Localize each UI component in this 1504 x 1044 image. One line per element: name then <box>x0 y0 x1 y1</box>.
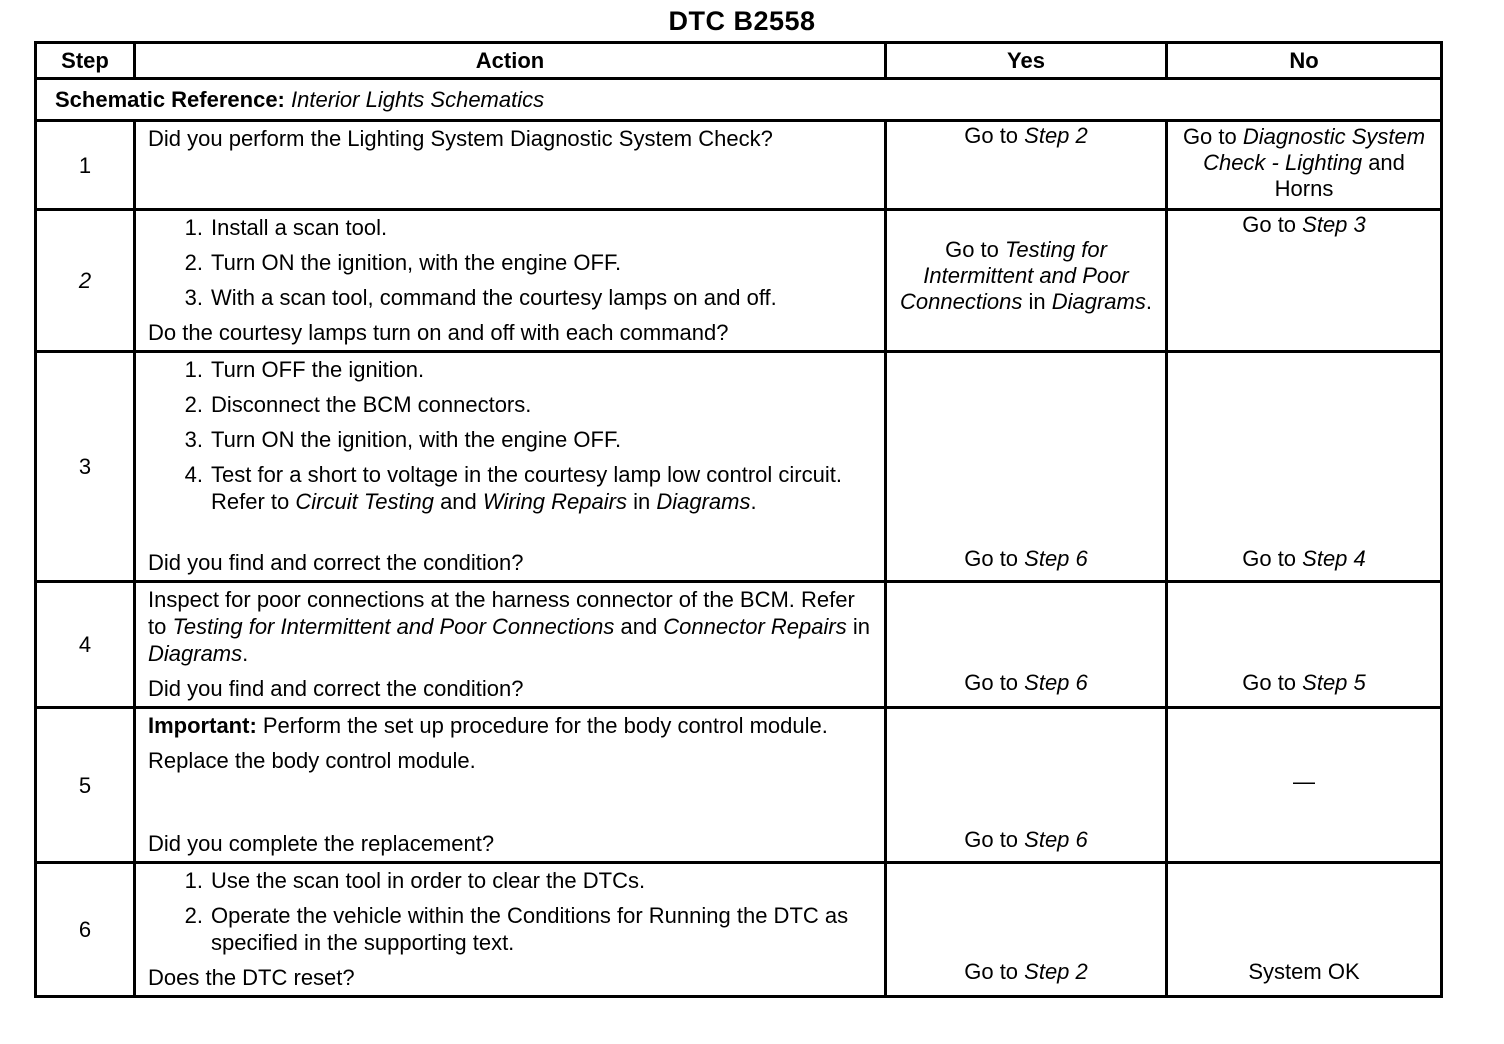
list-item: 3. With a scan tool, command the courtesy lamps on and off. <box>184 285 777 310</box>
step-number: 1 <box>36 121 135 210</box>
no-cell <box>1167 121 1442 210</box>
step-row-5 <box>36 708 1442 863</box>
step-row-6 <box>36 863 1442 997</box>
action-cell <box>135 582 886 708</box>
schematic-reference-label: Schematic Reference: <box>55 87 285 112</box>
step-question: Do the courtesy lamps turn on and off with each command? <box>148 320 729 345</box>
action-cell <box>135 863 886 997</box>
header-step: Step <box>36 43 135 79</box>
list-item: 1. Install a scan tool. <box>184 215 388 240</box>
step-question: Did you perform the Lighting System Diagnostic System Check? <box>148 126 773 151</box>
action-list <box>148 214 874 311</box>
testing-link[interactable]: Testing for Intermittent and Poor Connections <box>172 614 615 639</box>
no-link[interactable]: Diagnostic System Check - <box>1203 124 1426 175</box>
diagrams-link[interactable]: Diagrams <box>148 641 243 666</box>
step-row-3 <box>36 352 1442 582</box>
no-link[interactable]: Step 4 <box>1302 546 1366 571</box>
circuit-testing-link[interactable]: Circuit Testing <box>295 489 434 514</box>
step-number: 2 <box>36 210 135 352</box>
action-cell <box>135 352 886 582</box>
step-row-2 <box>36 210 1442 352</box>
yes-cell: Go to Testing for Intermittent and Poor Connections in Diagrams. <box>886 210 1167 352</box>
action-cell <box>135 210 886 352</box>
step-number: 4 <box>36 582 135 708</box>
yes-cell <box>886 121 1167 210</box>
action-cell <box>135 708 886 863</box>
schematic-reference-link[interactable]: Interior Lights Schematics <box>291 87 545 112</box>
header-yes: Yes <box>886 43 1167 79</box>
action-list <box>148 867 874 956</box>
important-note: Important: Perform the set up procedure for the body control module. <box>148 713 828 738</box>
list-item: 1. Use the scan tool in order to clear the DTCs. <box>184 868 646 893</box>
header-row <box>36 43 1442 79</box>
schematic-reference-row <box>36 79 1442 121</box>
no-cell: Go to Step 4 <box>1167 352 1442 582</box>
yes-cell: Go to Step 6 <box>886 582 1167 708</box>
wiring-repairs-link[interactable]: Wiring Repairs <box>482 489 627 514</box>
important-label: Important: <box>148 713 257 738</box>
connector-repairs-link[interactable]: Connector Repairs <box>663 614 847 639</box>
diagrams-link[interactable]: Diagrams <box>656 489 751 514</box>
no-cell <box>1167 708 1442 863</box>
schematic-reference <box>36 79 1442 121</box>
no-cell: Go to Step 3 <box>1167 210 1442 352</box>
step-row-4 <box>36 582 1442 708</box>
yes-link[interactable]: Step 6 <box>1024 827 1088 852</box>
no-cell: Go to Step 5 <box>1167 582 1442 708</box>
step-question: Did you find and correct the condition? <box>148 550 524 575</box>
list-item: 2. Operate the vehicle within the Conditions for Running the DTC as specified in the supporting text. <box>184 903 849 955</box>
step-question: Did you complete the replacement? <box>148 831 495 856</box>
yes-link[interactable]: Step 2 <box>1024 959 1088 984</box>
diagrams-link[interactable]: Diagrams <box>1051 289 1146 314</box>
document-title: DTC B2558 <box>668 6 816 36</box>
yes-link[interactable]: Step 2 <box>1024 123 1088 148</box>
action-list <box>148 356 874 515</box>
step-row-1 <box>36 121 1442 210</box>
yes-cell: Go to Step 2 <box>886 863 1167 997</box>
yes-prefix: Go to <box>964 123 1025 148</box>
step-instruction: Replace the body control module. <box>148 748 476 773</box>
list-item: 4. Test for a short to voltage in the courtesy lamp low control circuit. Refer to Circuit Testing and Wiring Repairs in Diagrams. <box>184 462 842 514</box>
no-link-lighting[interactable]: Lighting <box>1285 150 1363 175</box>
yes-cell: Go to Step 6 <box>886 708 1167 863</box>
header-action: Action <box>135 43 886 79</box>
no-link[interactable]: Step 3 <box>1302 212 1366 237</box>
no-suffix: and Horns <box>1274 150 1405 201</box>
step-question: Does the DTC reset? <box>148 965 355 990</box>
no-dash: — <box>1293 768 1315 794</box>
step-number: 5 <box>36 708 135 863</box>
step-number: 3 <box>36 352 135 582</box>
step-instruction: Inspect for poor connections at the harness connector of the BCM. Refer to Testing for Intermittent and Poor Connections and Connector Repairs in Diagrams. <box>148 587 870 666</box>
dtc-table <box>34 41 1443 998</box>
list-item: 2. Turn ON the ignition, with the engine OFF. <box>184 250 622 275</box>
no-cell <box>1167 863 1442 997</box>
header-no: No <box>1167 43 1442 79</box>
no-link[interactable]: Step 5 <box>1302 670 1366 695</box>
system-ok-text: System OK <box>1248 959 1360 984</box>
action-cell <box>135 121 886 210</box>
yes-link[interactable]: Step 6 <box>1024 546 1088 571</box>
yes-link[interactable]: Testing for Intermittent and Poor Connections <box>900 237 1129 314</box>
yes-link[interactable]: Step 6 <box>1024 670 1088 695</box>
no-prefix: Go to <box>1182 124 1243 149</box>
list-item: 2. Disconnect the BCM connectors. <box>184 392 532 417</box>
step-number: 6 <box>36 863 135 997</box>
list-item: 3. Turn ON the ignition, with the engine OFF. <box>184 427 622 452</box>
list-item: 1. Turn OFF the ignition. <box>184 357 425 382</box>
yes-cell: Go to Step 6 <box>886 352 1167 582</box>
step-question: Did you find and correct the condition? <box>148 676 524 701</box>
